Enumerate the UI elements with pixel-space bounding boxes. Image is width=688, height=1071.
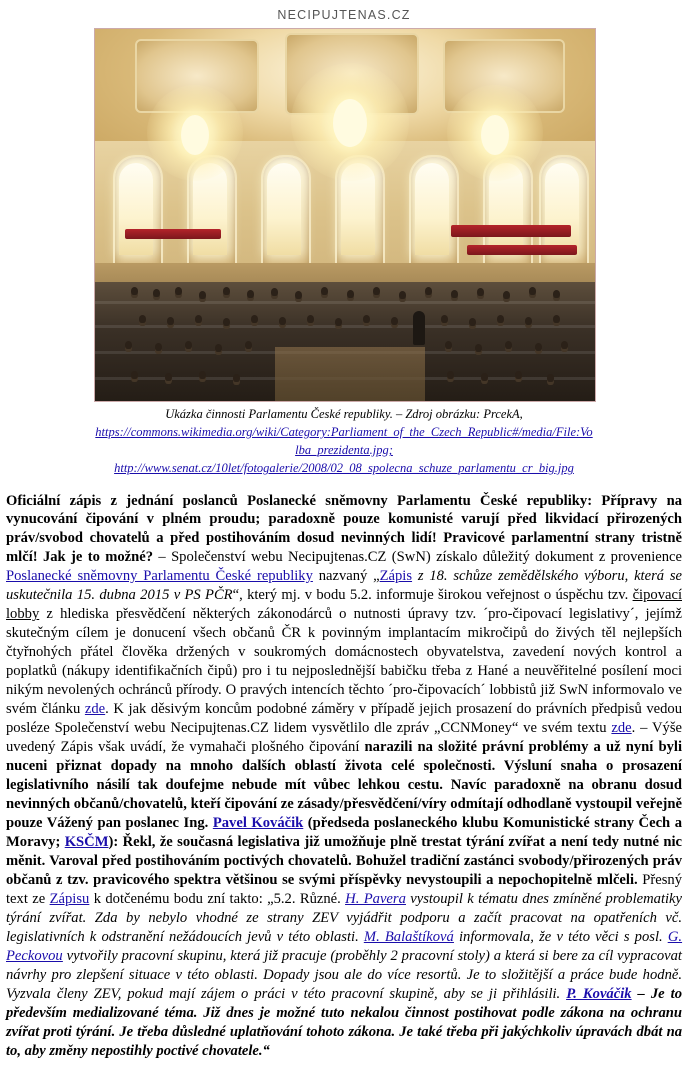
link-zapisu[interactable]: Zápisu [49, 890, 90, 907]
standing-speaker [413, 311, 425, 345]
seat-row-divider [95, 325, 595, 328]
link-kscm[interactable]: KSČM [64, 833, 109, 850]
link-h-pavera[interactable]: H. Pavera [345, 890, 406, 907]
attendee [199, 371, 206, 379]
attendee [469, 318, 476, 326]
attendee [451, 290, 458, 298]
quote-text: informovala, že v této věci s posl. [453, 928, 668, 945]
attendee [445, 341, 452, 349]
attendee [307, 315, 314, 323]
figure [94, 28, 594, 478]
attendee [347, 290, 354, 298]
attendee [373, 287, 380, 295]
attendee [529, 287, 536, 295]
caption-source-link-2[interactable]: http://www.senat.cz/10let/fotogalerie/2008/02_08_spolecna_schuze_parlamentu_cr_big.jpg [114, 461, 574, 476]
attendee [153, 289, 160, 297]
article-text: . – Výše uvedený Zápis však uvádí, že vymahači plošného čipování [6, 720, 682, 756]
attendee [321, 287, 328, 295]
link-zde-2[interactable]: zde [611, 720, 632, 737]
hall-window [545, 163, 579, 255]
link-psp[interactable]: Poslanecké sněmovny Parlamentu České republiky [6, 568, 313, 585]
presidium-table [125, 229, 221, 239]
article-paragraph: Oficiální zápis z jednání poslanců Poslanecké sněmovny Parlamentu České republiky: Přípravy na vynucování čipování v plném proudu; paradoxně pouze komunisté varují před likvidací přirozených práv/svobod chovatelů a před postihováním dosud nevinných lidí! Pravicové parlamentní strany tristně mlčí! Jak je to možné? – Společenství webu Necipujtenas.CZ (SwN) získalo důležitý dokument z provenience Poslanecké sněmovny Parlamentu České republiky nazvaný „Zápis z 18. schůze zemědělského výboru, která se uskutečnila 15. dubna 2015 v PS PČR“, který mj. v bodu 5.2. informuje širokou veřejnost o úspěchu tzv. čipovací lobby z hlediska přesvědčení některých zákonodárců o nutnosti úpravy tzv. ´pro-čipovací legislativy´, jejímž skutečným cílem je donucení všech občanů ČR k povinným implantacím mikročipů do živých těl nejlepších čtyřnohých přátel člověka držených v soukromých domácnostech obyvatelstva, zavedení nových kontrol a poplatků (nákupy identifikačních čipů) pro i tu nejposlednější babičku třeba z Hané a neuvěřitelné posílení moci nikým nevolených ochránců přírody. O pravých intencích těchto ´pro-čipovacích´ lobbistů již SwN informovalo ve svém článku zde. K jak děsivým koncům podobné záměry v případě jejich prosazení do právních předpisů vedou posléze Společenství webu Necipujtenas.CZ lidem vysvětlilo dle zpráv „CCNMoney“ ve svém textu zde. – Výše uvedený Zápis však uvádí, že vymahači plošného čipování narazili na složité právní problémy a už nyní byli nuceni přiznat dopady na mnoho dalších oblastí života celé společnosti. Výsluní snaha o prosazení legislativního násilí tak doufejme nebude mít vůbec lehkou cestu. Navíc paradoxně na obranu dosud nevinných občanů/chovatelů, kteří čipování ze zásady/přesvědčení/víry odmítají odhodlaně vystoupil veřejně pouze Vážený pan poslanec Ing. Pavel Kováčik (předseda poslaneckého klubu Komunistické strany Čech a Moravy; KSČM): Řekl, že současná legislativa již umožňuje plně trestat týrání zvířat a není tedy nutné nic měnit. Varoval před postihováním poctivých chovatelů. Bohužel tradiční zastánci svobody/přirozených práv občanů z tzv. pravicového spektra většinou se svými příspěvky nevystoupili a nepochopitelně mlčeli. Přesný text ze Zápisu k dotčenému bodu zní takto: „5.2. Různé. H. Pavera vystoupil k tématu dnes zmíněné problematiky týrání zvířat. Zda by nebylo vhodné ze strany ZEV vyjádřit podporu a začít pracovat na opatřeních vč. legislativních k odstranění nežádoucích jevů v této oblasti. M. Balaštíková informovala, že v této věci s posl. G. Peckovou vytvořily pracovní skupinu, která již pracuje (proběhly 2 pracovní stoly) a která si bere za cíl vypracovat návrhy pro zlepšení situace v této oblasti. Dopady jsou ale do více resortů. Je to složitější a práce bude hodně. Vyzvala členy ZEV, pokud mají zájem o práci v této pracovní skupině, aby se ji přihlásili. P. Kováčik – Je to především medializované téma. Již dnes je možné tuto nekalou činnost postihovat podle zákona na ochranu zvířat proti týrání. Je třeba důsledné uplatňování tohoto zákona. Je také třeba při jakýchkoliv úpravách dbát na to, aby změny nepostihly poctivé chovatele.“ [6, 492, 683, 1059]
term-cipovaci-lobby: čipovací lobby [6, 587, 682, 623]
article-body [4, 492, 684, 1061]
attendee [425, 287, 432, 295]
attendee [165, 373, 172, 381]
attendee [131, 371, 138, 379]
attendee [175, 287, 182, 295]
caption-source-link-1[interactable]: https://commons.wikimedia.org/wiki/Category:Parliament_of_the_Czech_Republic#/media/File:Volba_prezidenta.jpg; [95, 425, 593, 458]
attendee [125, 341, 132, 349]
link-pavel-kovacik[interactable]: Pavel Kováčik [212, 814, 304, 831]
article-text: Přesný text ze [6, 871, 682, 907]
floor-carpet [275, 347, 425, 401]
attendee [295, 291, 302, 299]
article-bold-1: narazili na složité právní problémy a už nyní byli nuceni přiznat dopady na mnoho dalších oblastí života celé společnosti. Výsluní snaha o prosazení legislativního násilí tak doufejme nebude mít vůbec lehkou cestu. Navíc paradoxně na obranu dosud nevinných občanů/chovatelů, kteří čipování ze zásady/přesvědčení/víry odmítají odhodlaně vystoupil veřejně pouze Vážený pan poslanec Ing. [6, 739, 682, 831]
article-text: – Společenství webu Necipujtenas.CZ (SwN) získalo důležitý dokument z provenience [153, 549, 682, 566]
figure-caption [94, 405, 594, 478]
attendee [279, 317, 286, 325]
attendee [233, 374, 240, 382]
article-text: “, který mj. v bodu 5.2. informuje širokou veřejnost o úspěchu tzv. [232, 587, 633, 604]
attendee [251, 315, 258, 323]
quote-text: vystoupil k tématu dnes zmíněné problematiky týrání zvířat. Zda by nebylo vhodné ze strany ZEV vyjádřit podporu a začít pracovat na opatřeních vč. legislativních k odstranění nežádoucích jevů v této oblasti. [6, 890, 683, 945]
article-bold-3: ): Řekl, že současná legislativa již umožňuje plně trestat týrání zvířat a není tedy nutné nic měnit. Varoval před postihováním poctivých chovatelů. Bohužel tradiční zastánci svobody/přirozených práv občanů z tzv. pravicového spektra většinou se svými příspěvky nevystoupili a nepochopitelně mlčeli. [6, 833, 682, 888]
attendee [223, 287, 230, 295]
site-header: NECIPUJTENAS.CZ [277, 8, 411, 22]
attendee [155, 343, 162, 351]
attendee [515, 371, 522, 379]
article-text: z hlediska přesvědčení některých zákonodárců o nutnosti úpravy tzv. ´pro-čipovací legislativy´, jejímž skutečným cílem je donucení všech občanů ČR k povinným implantacím mikročipů do živých těl nejlepších čtyřnohých přátel člověka držených v soukromých domácnostech obyvatelstva, zavedení nových kontrol a poplatků (nákupy identifikačních čipů) pro i tu nejposlednější babičku třeba z Hané a neuvěřitelné posílení moci nikým nevolených ochránců přírody. O pravých intencích těchto ´pro-čipovacích´ lobbistů již SwN informovalo ve svém článku [6, 606, 682, 718]
hall-window [415, 163, 449, 255]
attendee [363, 315, 370, 323]
quote-ccnmoney: „CCNMoney“ [434, 720, 519, 737]
attendee [335, 318, 342, 326]
attendee [447, 371, 454, 379]
link-g-peckova[interactable]: G. Peckovou [6, 928, 683, 964]
quote-text: vytvořily pracovní skupinu, která již pracuje (proběhly 2 pracovní stoly) a která si bere za cíl vypracovat návrhy pro zlepšení situace v této oblasti. Dopady jsou ale do více resortů. Je to složitější a práce bude hodně. Vyzvala členy ZEV, pokud mají zájem o práci v této pracovní skupině, aby se ji přihlásili. [6, 947, 682, 1002]
article-lead: Oficiální zápis z jednání poslanců Poslanecké sněmovny Parlamentu České republiky: Přípravy na vynucování čipování v plném proudu; paradoxně pouze komunisté varují před likvidací přirozených práv/svobod chovatelů a před postihováním dosud nevinných lidí! Pravicové parlamentní strany tristně mlčí! Jak je to možné? [6, 492, 682, 566]
attendee [497, 315, 504, 323]
attendee [195, 315, 202, 323]
attendee [185, 341, 192, 349]
link-m-balastikova[interactable]: M. Balaštíková [363, 928, 454, 945]
article-text: nazvaný [312, 568, 374, 585]
article-text: k dotčenému bodu zní takto: „5.2. Různé. [89, 890, 346, 907]
attendee [223, 318, 230, 326]
parliament-hall-photo [94, 28, 596, 402]
attendee [247, 290, 254, 298]
chandelier-core [181, 115, 209, 155]
article-text: ve svém textu [518, 720, 612, 737]
attendee [553, 290, 560, 298]
attendee [505, 341, 512, 349]
hall-window [119, 163, 153, 255]
seat-row-divider [95, 301, 595, 304]
link-zapis[interactable]: Zápis [379, 568, 413, 585]
link-zde-1[interactable]: zde [84, 701, 106, 718]
attendee [503, 291, 510, 299]
attendee [271, 288, 278, 296]
attendee [167, 317, 174, 325]
hall-window [267, 163, 301, 255]
caption-text: Ukázka činnosti Parlamentu České republiky. – Zdroj obrázku: PrcekA, [165, 407, 523, 421]
article-text: . K jak děsivým koncům podobné záměry v případě jejich prosazení do právních předpisů vedou posléze Společenství webu Necipujtenas.CZ lidem vysvětlilo dle zpráv [6, 701, 682, 737]
chandelier-core [481, 115, 509, 155]
link-p-kovacik[interactable]: P. Kováčik [566, 985, 632, 1002]
attendee [245, 341, 252, 349]
attendee [399, 291, 406, 299]
presidium-table [467, 245, 577, 255]
attendee [139, 315, 146, 323]
attendee [561, 341, 568, 349]
attendee [481, 373, 488, 381]
attendee [199, 291, 206, 299]
quote-text-bold: – Je to především medializované téma. Již dnes je možné tuto nekalou činnost postihovat podle zákona na ochranu zvířat proti týrání. Je třeba důsledné uplatňování tohoto zákona. Je také třeba při jakýchkoliv úpravách dbát na to, aby změny nepostihly poctivé chovatele.“ [6, 985, 682, 1059]
attendee [131, 287, 138, 295]
attendee [477, 288, 484, 296]
article-text-italic: z 18. schůze zemědělského výboru, která se uskutečnila 15. dubna 2015 v PS PČR [6, 568, 683, 604]
attendee [535, 343, 542, 351]
presidium-table [451, 225, 571, 237]
attendee [391, 317, 398, 325]
attendee [475, 344, 482, 352]
attendee [525, 317, 532, 325]
chandelier-core [333, 99, 367, 147]
attendee [441, 315, 448, 323]
attendee [553, 315, 560, 323]
attendee [547, 374, 554, 382]
article-bold-2: (předseda poslaneckého klubu Komunistické strany Čech a Moravy; [6, 814, 682, 850]
attendee [215, 344, 222, 352]
